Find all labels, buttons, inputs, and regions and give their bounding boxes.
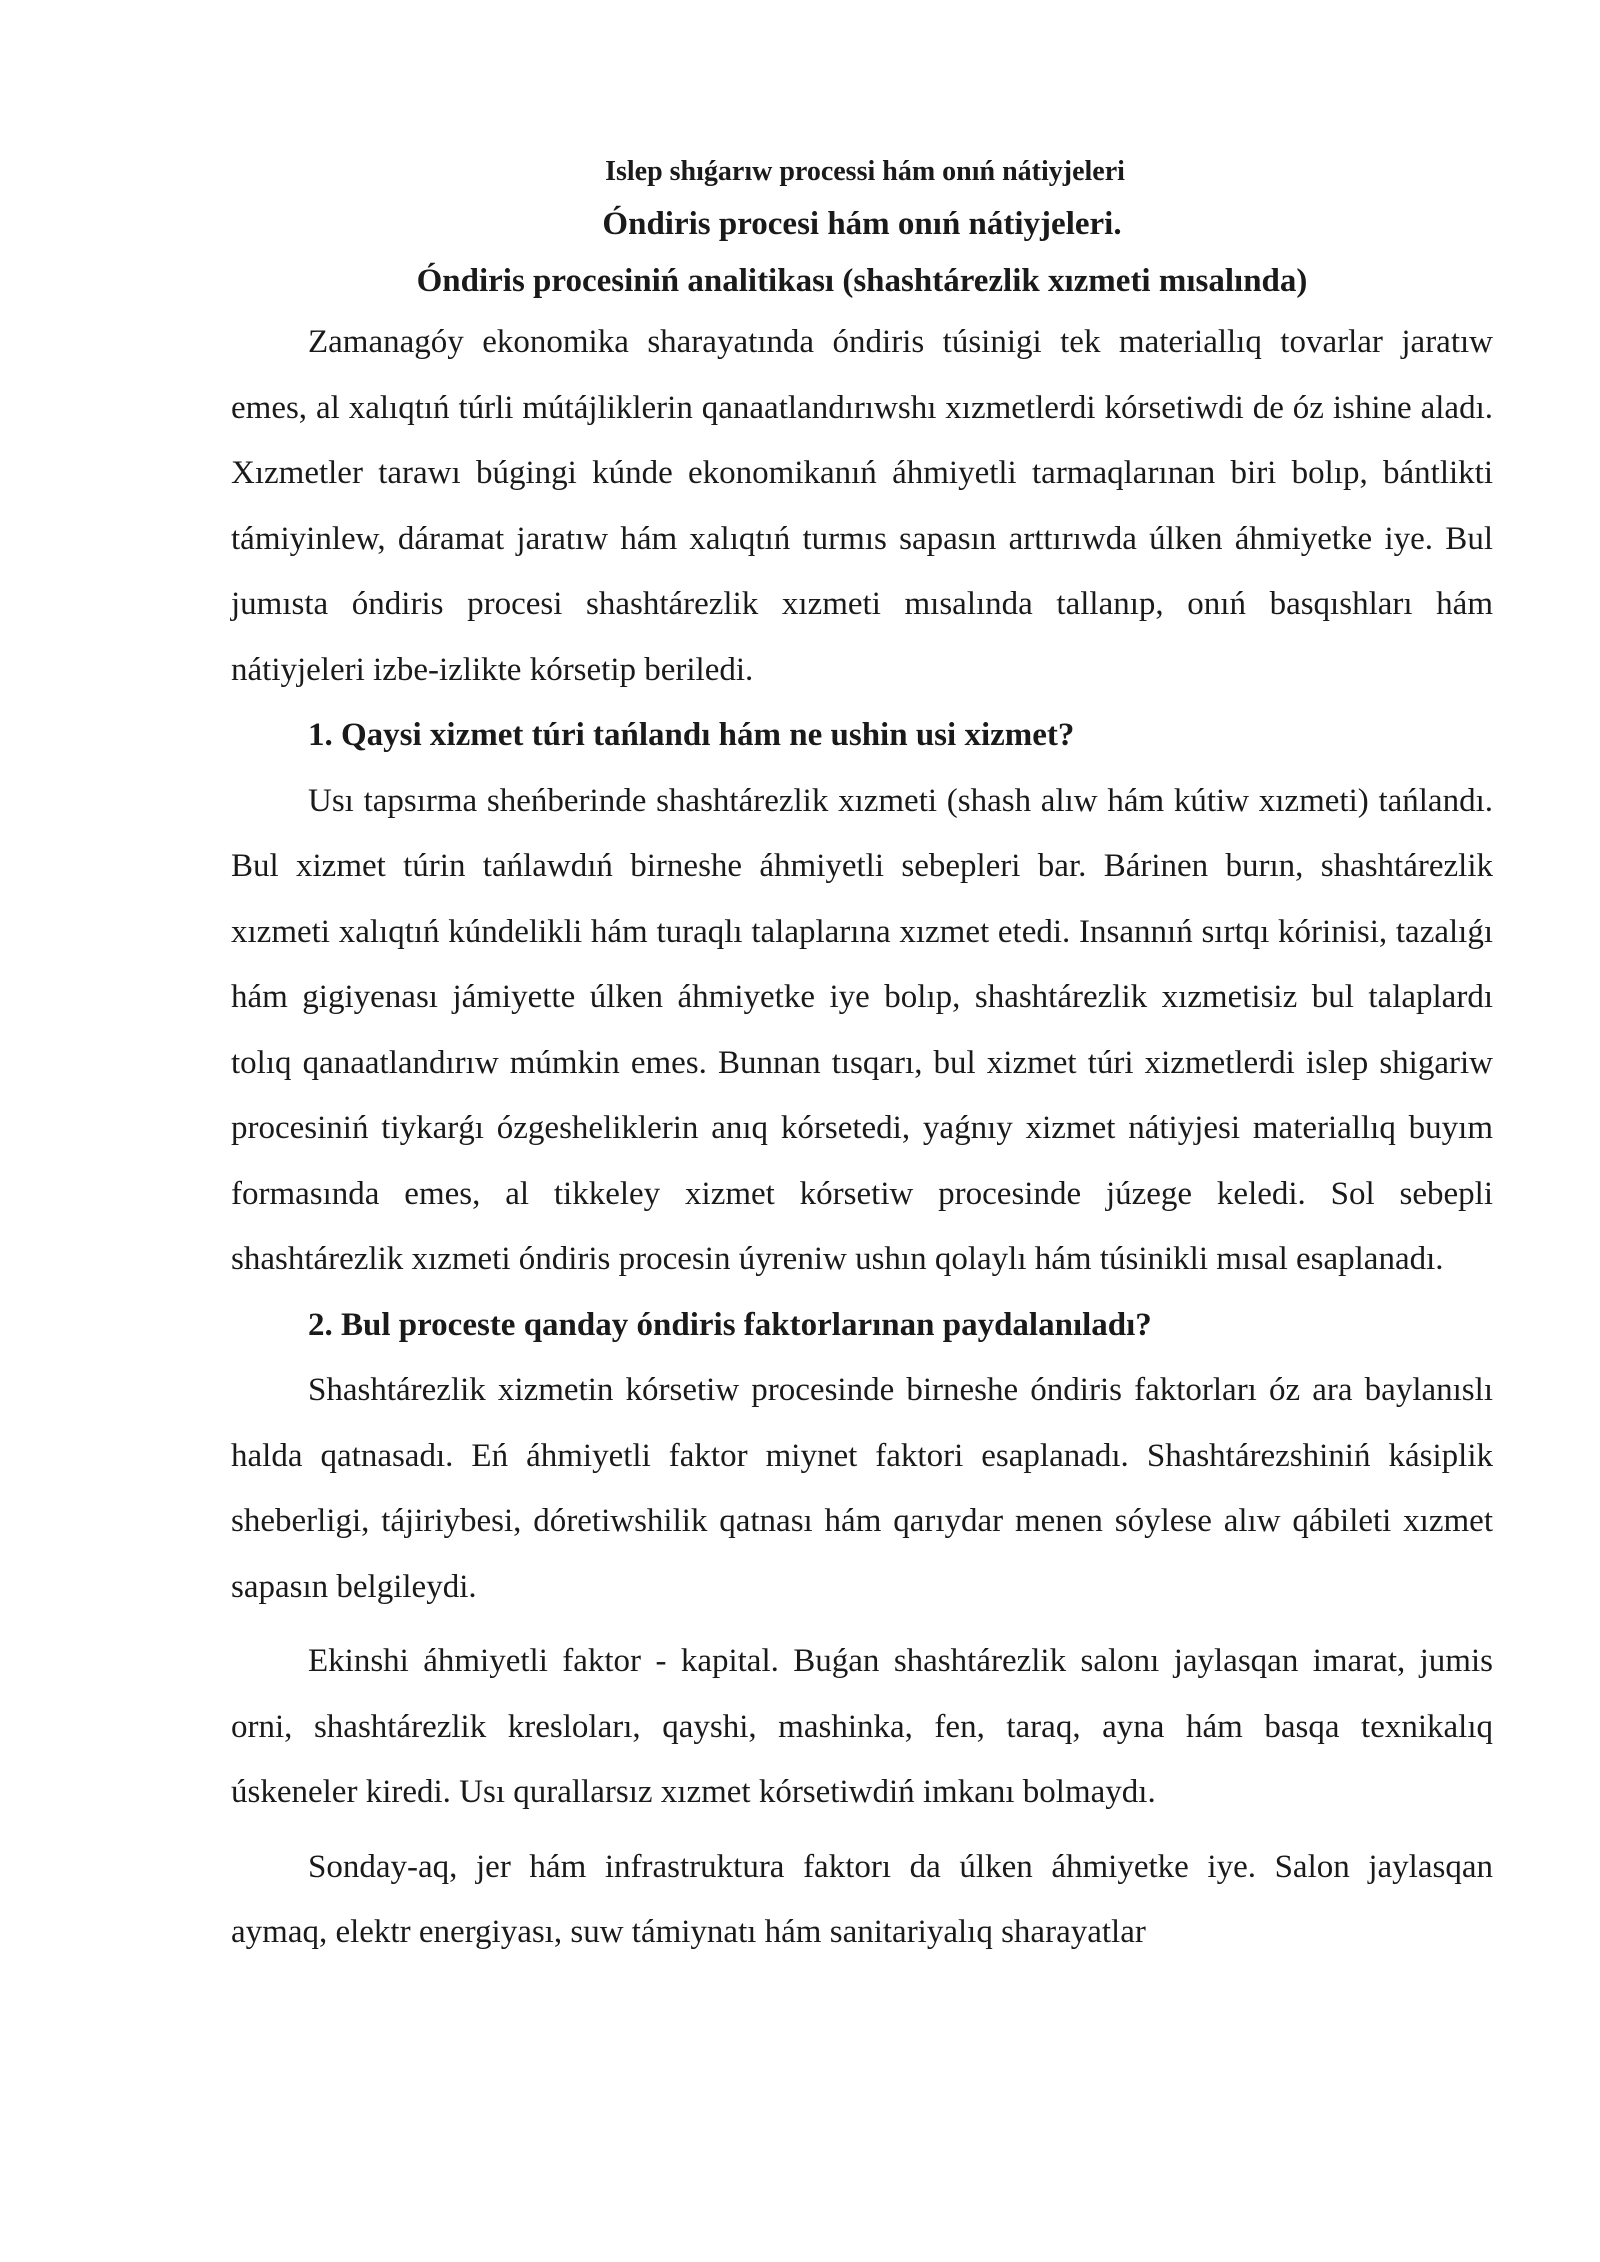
main-heading: Óndiris procesi hám onıń nátiyjeleri.	[602, 206, 1122, 242]
intro-paragraph: Zamanagóy ekonomika sharayatında óndiris túsinigi tek materiallıq tovarlar jaratıw emes, al xalıqtıń túrli mútájliklerin qanaatlandırıwshı xızmetlerdi kórsetiwdi de óz ishine aladı. Xızmetler tarawı búgingi kúnde ekonomikanıń áhmiyetli tarmaqlarınan biri bolıp, bántlikti támiyinlew, dáramat jaratıw hám xalıqtıń turmıs sapasın arttırıwda úlken áhmiyetke iye. Bul jumısta óndiris procesi shashtárezlik xızmeti mısalında tallanıp, onıń basqıshları hám nátiyjeleri izbe-izlikte kórsetip beriledi.	[231, 324, 1493, 688]
section-2-paragraph-3: Sonday-aq, jer hám infrastruktura faktorı da úlken áhmiyetke iye. Salon jaylasqan aymaq, elektr energiyası, suw támiynatı hám sanitariyalıq sharayatlar	[231, 1848, 1493, 1950]
document-top-title: Islep shıǵarıw processi hám onıń nátiyjeleri	[605, 156, 1125, 187]
section-2-paragraph-1: Shashtárezlik xizmetin kórsetiw procesinde birneshe óndiris faktorları óz ara baylanıslı halda qatnasadı. Eń áhmiyetli faktor miynet faktori esaplanadı. Shashtárezshiniń kásiplik sheberligi, tájiriybesi, dóretiwshilik qatnası hám qarıydar menen sóylese alıw qábileti xızmet sapasın belgileydi.	[231, 1372, 1493, 1605]
section-1-paragraph: Usı tapsırma sheńberinde shashtárezlik xızmeti (shash alıw hám kútiw xızmeti) tańlandı. Bul xizmet túrin tańlawdıń birneshe áhmiyetli sebepleri bar. Bárinen burın, shashtárezlik xızmeti xalıqtıń kúndelikli hám turaqlı talaplarına xızmet etedi. Insannıń sırtqı kórinisi, tazalıǵı hám gigiyenası jámiyette úlken áhmiyetke iye bolıp, shashtárezlik xızmetisiz bul talaplardı tolıq qanaatlandırıw múmkin emes. Bunnan tısqarı, bul xizmet túri xizmetlerdi islep shigariw procesiniń tiykarǵı ózgesheliklerin anıq kórsetedi, yaǵnıy xizmet nátiyjesi materiallıq buyım formasında emes, al tikkeley xizmet kórsetiw procesinde júzege keledi. Sol sebepli shashtárezlik xızmeti óndiris procesin úyreniw ushın qolaylı hám túsinikli mısal esaplanadı.	[231, 782, 1493, 1277]
section-2-paragraph-2: Ekinshi áhmiyetli faktor - kapital. Buǵan shashtárezlik salonı jaylasqan imarat, jumis orni, shashtárezlik kresloları, qayshi, mashinka, fen, taraq, ayna hám basqa texnikalıq úskeneler kiredi. Usı qurallarsız xızmet kórsetiwdiń imkanı bolmaydı.	[231, 1643, 1493, 1810]
section-heading-2: 2. Bul proceste qanday óndiris faktorlarınan paydalanıladı?	[308, 1306, 1152, 1343]
sub-heading: Óndiris procesiniń analitikası (shashtárezlik xızmeti mısalında)	[416, 263, 1308, 299]
section-heading-1: 1. Qaysi xizmet túri tańlandı hám ne ushin usi xizmet?	[308, 717, 1075, 753]
document-page	[231, 148, 1493, 1966]
